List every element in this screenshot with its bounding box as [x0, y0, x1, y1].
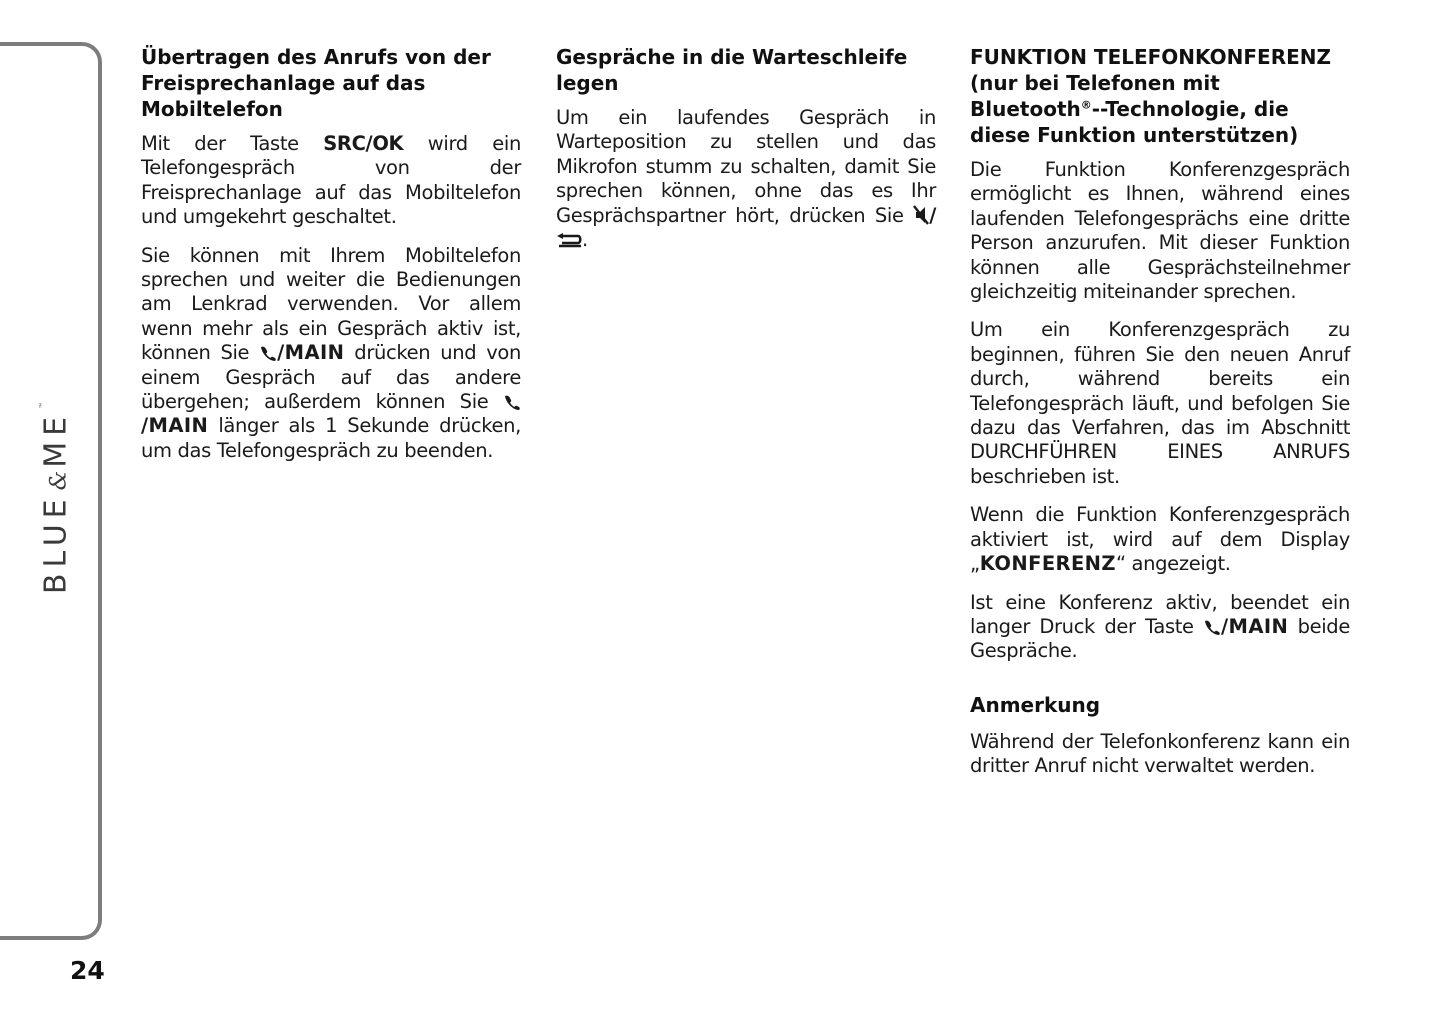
- paragraph-hold-call: Um ein laufendes Gespräch in Warteposition zu stellen und das Mikrofon stumm zu schalten, damit Sie sprechen können, ohne das es Ihr Gesprächspartner hört, drücken Sie /.: [556, 106, 936, 252]
- back-arrow-icon: [556, 233, 582, 249]
- phone-handset-icon: [503, 393, 521, 411]
- paragraph-src-ok: Mit der Taste SRC/OK wird ein Telefongespräch von der Freisprechanlage auf das Mobiltelefon und umgekehrt geschaltet.: [141, 132, 521, 229]
- key-main-3: /MAIN: [1221, 614, 1289, 638]
- column-conference: [970, 44, 1350, 793]
- paragraph-conference-display: Wenn die Funktion Konferenzgespräch aktiviert ist, wird auf dem Display „KONFERENZ“ angezeigt.: [970, 503, 1350, 576]
- key-src-ok: SRC/OK: [323, 132, 404, 155]
- heading-hold-call: Gespräche in die Warteschleife legen: [556, 45, 908, 95]
- heading-conference: FUNKTION TELEFONKONFERENZ (nur bei Telefonen mit Bluetooth®--Technologie, die diese Funktion unterstützen): [970, 45, 1332, 147]
- key-main-1: /MAIN: [277, 341, 345, 365]
- column-transfer-call: [141, 44, 521, 477]
- page-number: 24: [70, 956, 105, 985]
- blue-and-me-logo: BLUE&ME™: [38, 401, 74, 595]
- paragraph-note: Während der Telefonkonferenz kann ein dritter Anruf nicht verwaltet werden.: [970, 729, 1350, 778]
- key-main-2: /MAIN: [141, 414, 209, 438]
- phone-handset-icon: [1203, 618, 1221, 636]
- paragraph-mobile-use: Sie können mit Ihrem Mobiltelefon sprechen und weiter die Bedienungen am Lenkrad verwenden. Vor allem wenn mehr als ein Gespräch aktiv ist, können Sie /MAIN drücken und von einem Gespräch auf das andere übergehen; außerdem können Sie /MAIN länger als 1 Sekunde drücken, um das Telefongespräch zu beenden.: [141, 243, 521, 462]
- mute-icon: [913, 205, 929, 225]
- display-text-konferenz: KONFERENZ: [979, 552, 1116, 576]
- paragraph-conference-start: Um ein Konferenzgespräch zu beginnen, führen Sie den neuen Anruf durch, während bereits ein Telefongespräch läuft, und befolgen Sie dazu das Verfahren, das im Abschnitt DURCHFÜHREN EINES ANRUFS beschrieben ist.: [970, 318, 1350, 488]
- column-hold-call: [556, 44, 936, 266]
- paragraph-conference-end: Ist eine Konferenz aktiv, beendet ein langer Druck der Taste /MAIN beide Gespräche.: [970, 590, 1350, 663]
- heading-transfer-call: Übertragen des Anrufs von der Freisprechanlage auf das Mobiltelefon: [141, 45, 491, 121]
- paragraph-conference-intro: Die Funktion Konferenzgespräch ermöglicht es Ihnen, während eines laufenden Telefongesprächs eine dritte Person anzurufen. Mit dieser Funktion können alle Gesprächsteilnehmer gleichzeitig miteinander sprechen.: [970, 158, 1350, 304]
- phone-handset-icon: [259, 344, 277, 362]
- heading-note: Anmerkung: [970, 692, 1101, 717]
